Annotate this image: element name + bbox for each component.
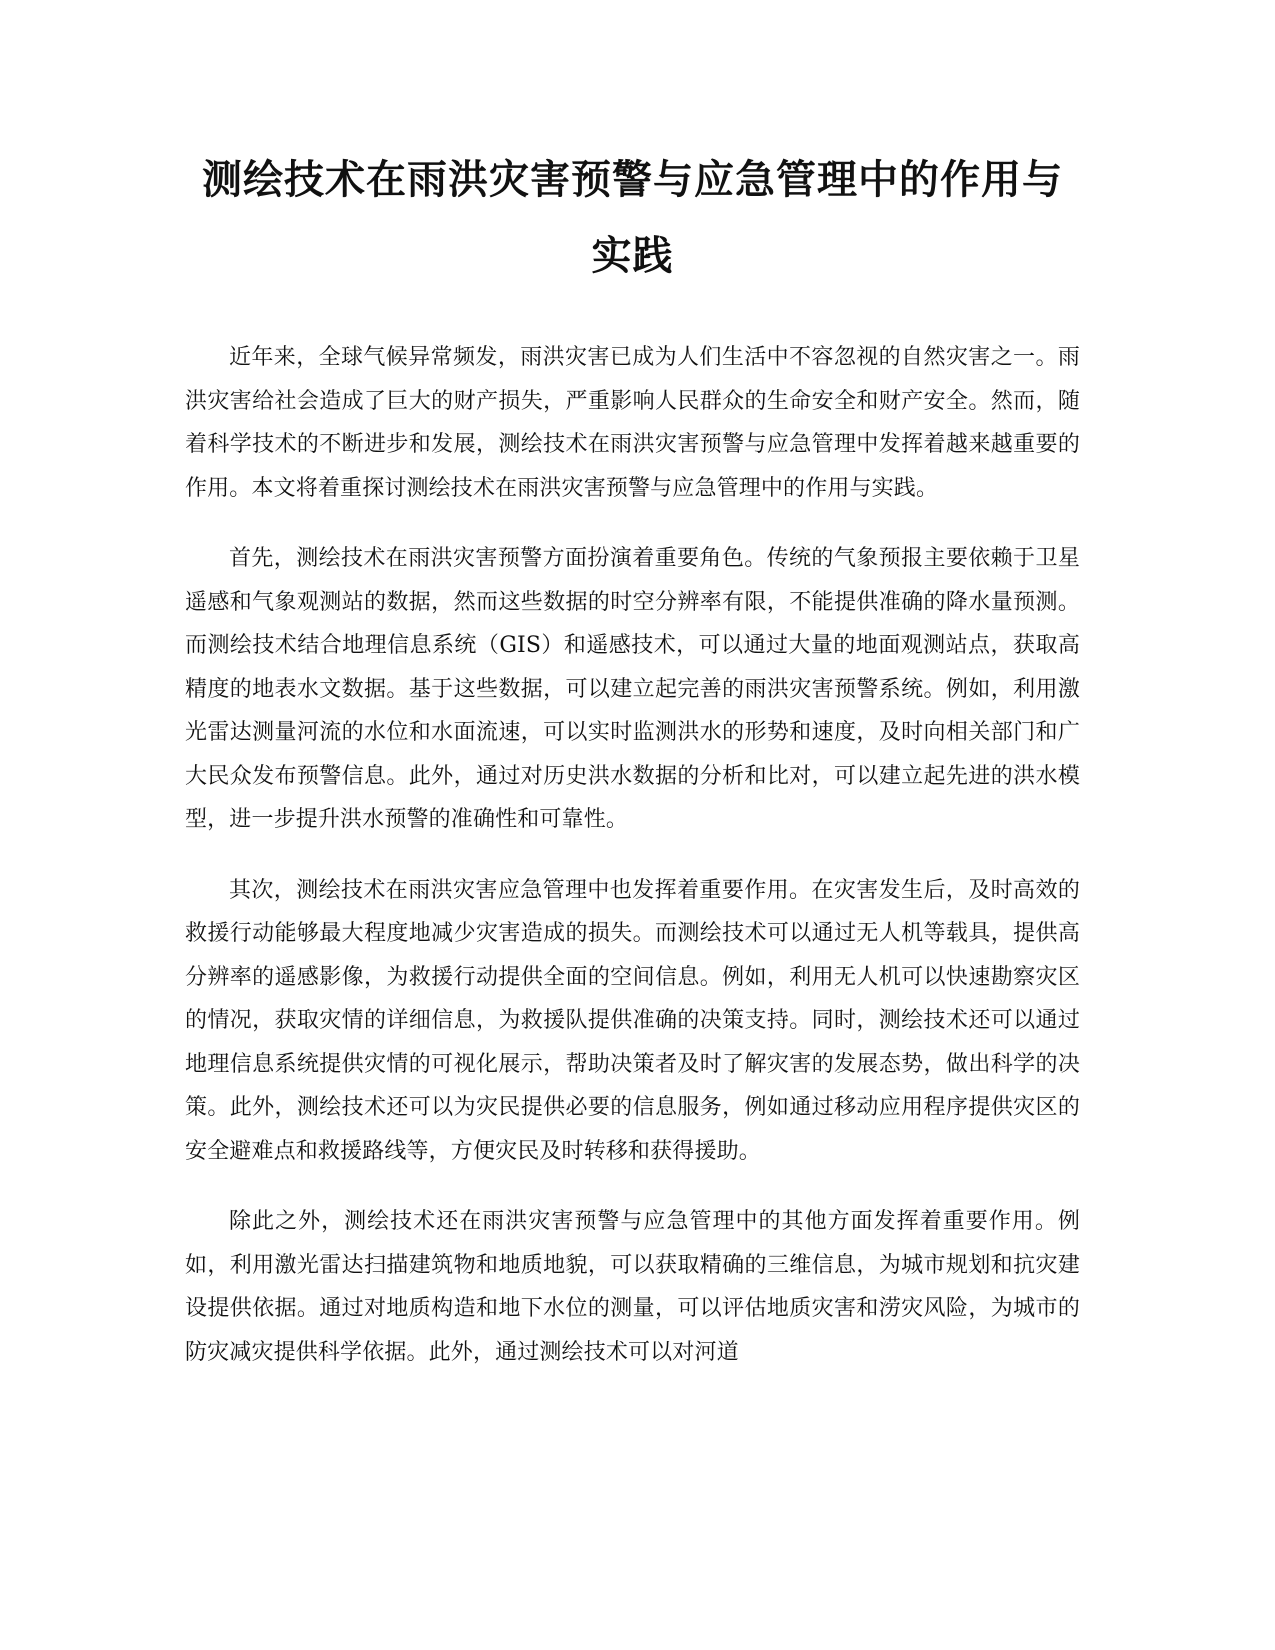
paragraph-warning: 首先，测绘技术在雨洪灾害预警方面扮演着重要角色。传统的气象预报主要依赖于卫星遥感和气象观测站的数据，然而这些数据的时空分辨率有限，不能提供准确的降水量预测。而测绘技术结合地理信息系统（GIS）和遥感技术，可以通过大量的地面观测站点，获取高精度的地表水文数据。基于这些数据，可以建立起完善的雨洪灾害预警系统。例如，利用激光雷达测量河流的水位和水面流速，可以实时监测洪水的形势和速度，及时向相关部门和广大民众发布预警信息。此外，通过对历史洪水数据的分析和比对，可以建立起先进的洪水模型，进一步提升洪水预警的准确性和可靠性。 (185, 546, 1080, 832)
paragraph-emergency: 其次，测绘技术在雨洪灾害应急管理中也发挥着重要作用。在灾害发生后，及时高效的救援行动能够最大程度地减少灾害造成的损失。而测绘技术可以通过无人机等载具，提供高分辨率的遥感影像，为救援行动提供全面的空间信息。例如，利用无人机可以快速勘察灾区的情况，获取灾情的详细信息，为救援队提供准确的决策支持。同时，测绘技术还可以通过地理信息系统提供灾情的可视化展示，帮助决策者及时了解灾害的发展态势，做出科学的决策。此外，测绘技术还可以为灾民提供必要的信息服务，例如通过移动应用程序提供灾区的安全避难点和救援路线等，方便灾民及时转移和获得援助。 (185, 877, 1080, 1164)
document-title: 测绘技术在雨洪灾害预警与应急管理中的作用与实践 (202, 157, 1063, 279)
paragraph-intro: 近年来，全球气候异常频发，雨洪灾害已成为人们生活中不容忽视的自然灾害之一。雨洪灾害给社会造成了巨大的财产损失，严重影响人民群众的生命安全和财产安全。然而，随着科学技术的不断进步和发展，测绘技术在雨洪灾害预警与应急管理中发挥着越来越重要的作用。本文将着重探讨测绘技术在雨洪灾害预警与应急管理中的作用与实践。 (185, 345, 1080, 501)
paragraph-other-aspects: 除此之外，测绘技术还在雨洪灾害预警与应急管理中的其他方面发挥着重要作用。例如，利用激光雷达扫描建筑物和地质地貌，可以获取精确的三维信息，为城市规划和抗灾建设提供依据。通过对地质构造和地下水位的测量，可以评估地质灾害和涝灾风险，为城市的防灾减灾提供科学依据。此外，通过测绘技术可以对河道 (185, 1209, 1080, 1365)
